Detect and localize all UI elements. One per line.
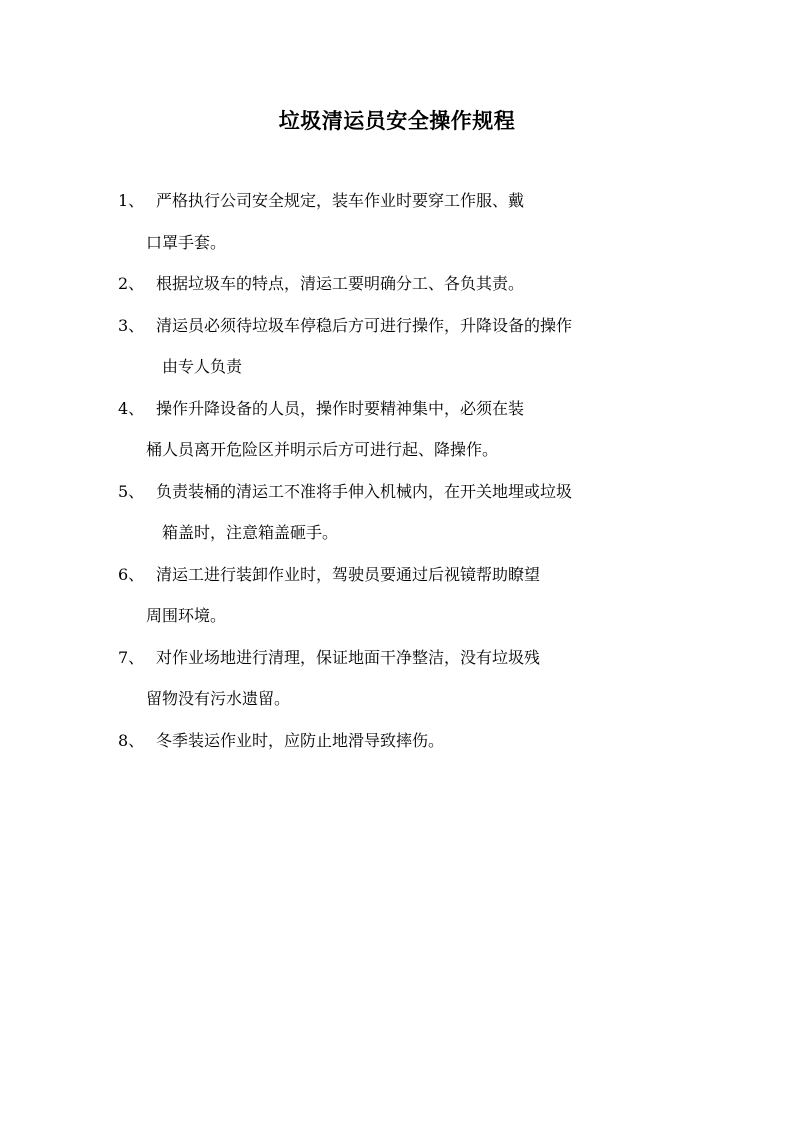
item-text-line: 周围环境。: [146, 606, 227, 625]
item-number: 2、: [118, 274, 145, 293]
item-number: 6、: [118, 565, 145, 584]
item-text-line: 对作业场地进行清理，保证地面干净整洁，没有垃圾残: [156, 648, 541, 667]
item-number: 7、: [118, 648, 145, 667]
item-number: 5、: [118, 482, 145, 501]
document-title: 垃圾清运员安全操作规程: [278, 108, 516, 133]
item-text-line: 操作升降设备的人员，操作时要精神集中，必须在装: [156, 399, 525, 418]
item-text-line: 冬季装运作业时，应防止地滑导致摔伤。: [156, 731, 445, 750]
item-text-line: 箱盖时，注意箱盖砸手。: [162, 523, 339, 542]
item-text-line: 严格执行公司安全规定，装车作业时要穿工作服、戴: [156, 191, 525, 210]
item-text-line: 桶人员离开危险区并明示后方可进行起、降操作。: [146, 440, 499, 459]
item-text-line: 负责装桶的清运工不准将手伸入机械内，在开关地埋或垃圾: [156, 482, 573, 501]
item-number: 3、: [118, 316, 145, 335]
item-number: 1、: [118, 191, 145, 210]
item-number: 8、: [118, 731, 145, 750]
item-text-line: 留物没有污水遗留。: [146, 689, 291, 708]
item-text-line: 清运员必须待垃圾车停稳后方可进行操作，升降设备的操作: [156, 316, 573, 335]
item-text-line: 根据垃圾车的特点，清运工要明确分工、各负其责。: [156, 274, 525, 293]
item-number: 4、: [118, 399, 145, 418]
item-text-line: 口罩手套。: [146, 233, 227, 252]
item-text-line: 清运工进行装卸作业时，驾驶员要通过后视镜帮助瞭望: [156, 565, 541, 584]
item-text-line: 由专人负责: [162, 357, 243, 376]
